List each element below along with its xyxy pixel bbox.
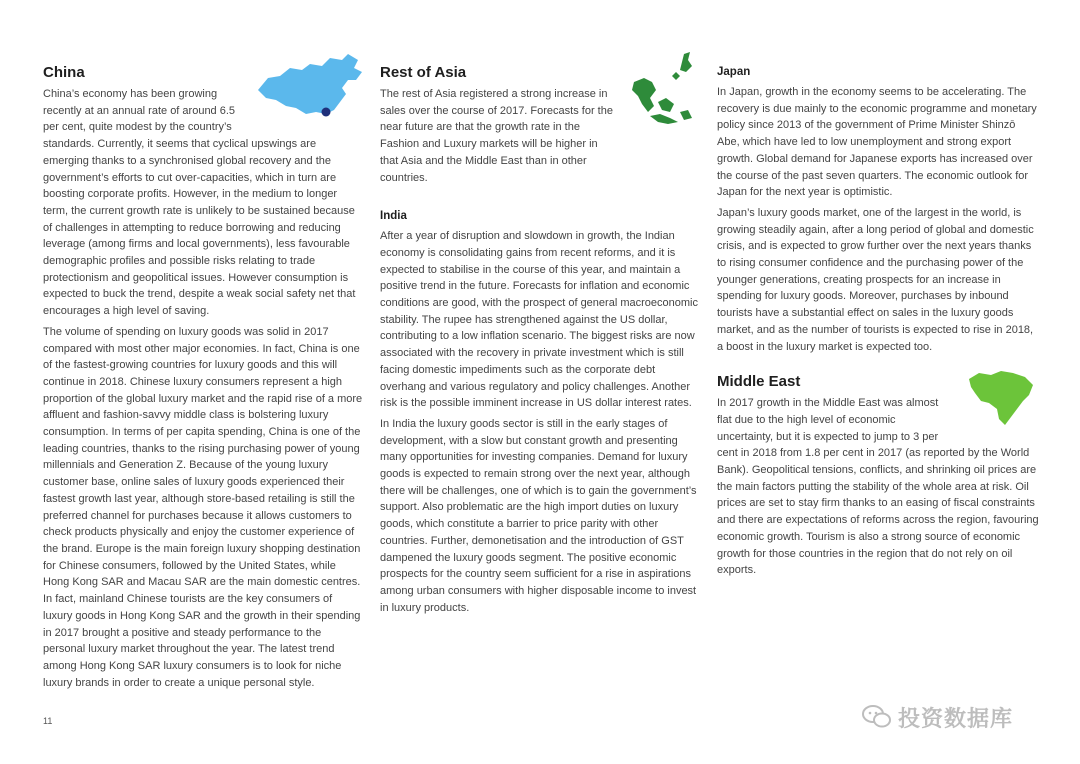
japan-paragraph-1: In Japan, growth in the economy seems to be accelerating. The recovery is due mainly to the economic programme and monetary policy since 2013 of the government of Prime Minister Shinzō Abe, which have led to low unemployment and strong export growth. Global demand for Japanese exports has increased over the course of the past seven quarters. The economic outlook for Japan for the next year is optimistic. (717, 86, 1037, 199)
india-title: India (380, 210, 407, 223)
china-map-icon (250, 54, 368, 122)
watermark-text: 投资数据库 (898, 706, 1014, 732)
page-number: 11 (43, 716, 53, 726)
india-paragraph-2: In India the luxury goods sector is still in the early stages of development, with a slow but constant growth and presenting many opportunities for investing companies. Demand for luxury goods is expected to remain strong over the next year, although there will be challenges, one of which is to gain the government’s support. Also problematic are the high import duties on luxury goods, which constitute a barrier to price parity with other countries. Further, demonetisation and the introduction of GST dampened the luxury goods segment. The positive economic prospects for the country seem sufficient for a rise in aspirations among urban consumers with higher disposable income to invest in luxury products. (380, 417, 697, 614)
middle-east-section (717, 373, 1039, 579)
china-paragraph-2: The volume of spending on luxury goods was solid in 2017 compared with most other major economies. In fact, China is one of the fastest-growing countries for luxury goods and this will continue in 2018. Chinese luxury consumers represent a high proportion of the global luxury market and the rapid rise of a more affluent and fashion-savvy middle class is bolstering luxury consumption. In terms of per capita spending, China is one of the leading countries, thanks to the rising purchasing power of young millennials and Generation Z. Because of the young luxury customer base, online sales of luxury goods experienced their fastest growth last year, although store-based retailing is still the preferred channel for purchases because it allows customers to check products physically and enjoy the customer experience of the brand. Europe is the main foreign luxury shopping destination for Chinese consumers, followed by the United States, while Hong Kong SAR and Macau SAR are the main domestic centres. In fact, mainland Chinese tourists are the key consumers of luxury goods in Hong Kong SAR and the growth in their spending in 2017 brought a positive and steady performance to the personal luxury market throughout the year. The latest trend among Hong Kong SAR luxury consumers is to look for niche luxury brands in order to create a unique personal style. (43, 325, 363, 689)
rest-of-asia-section (380, 64, 698, 620)
middle-east-map-icon (967, 369, 1035, 427)
japan-paragraph-2: Japan’s luxury goods market, one of the largest in the world, is growing steadily again, after a long period of global and domestic crisis, and is expected to grow further over the next years thanks to rising consumer confidence and the purchasing power of the younger generations, creating prospects for an increase in spending for luxury goods. Moreover, purchases by inbound tourists have a substantial effect on sales in the luxury goods market, and as the number of tourists is expected to rise in 2018, a boost in the luxury market is expected too. (717, 206, 1034, 353)
china-paragraph-1: standards. Currently, it seems that cyclical upswings are emerging thanks to a synchronised global recovery and the government’s efforts to cut over-capacities, which in turn are boosting corporate profits. However, in the medium to longer term, the current growth rate is unlikely to be sustained because of challenges in attempting to reduce borrowing and reducing leverage (among firms and local governments), less favourable demographic profiles and possible risks relating to trade protectionism and geopolitical issues. However consumption is expected to buck the trend, despite a weak social safety net that encourages a high level of saving. (43, 138, 356, 318)
middle-east-paragraph: cent in 2018 from 1.8 per cent in 2017 (as reported by the World Bank). Geopolitical tensions, conflicts, and shrinking oil prices are the main factors putting the stability of the whole area at risk. Oil prices are set to stay firm thanks to an easing of fiscal constraints and there are expectations of reforms across the region, favouring economic growth. Tourism is also a strong source of economic growth for those countries in the region that do not rely on oil exports. (717, 447, 1039, 577)
rest-of-asia-title: Rest of Asia (380, 64, 467, 81)
asia-map-icon (630, 52, 704, 128)
wechat-icon (862, 704, 892, 730)
middle-east-paragraph-lead: In 2017 growth in the Middle East was almost flat due to the high level of economic uncertainty, but it is expected to jump to 3 per (717, 397, 939, 443)
watermark (862, 700, 1052, 734)
china-paragraph-lead: China’s economy has been growing recently at an annual rate of around 6.5 per cent, quite modest by the country’s (43, 88, 236, 134)
india-paragraph-1: After a year of disruption and slowdown in growth, the Indian economy is consolidating gains from recent reforms, and it is expected to stabilise in the course of this year, and maintain a positive trend in the future. Forecasts for inflation and economic conditions are good, with the prospect of general macroeconomic stability. The rupee has strengthened against the US dollar, contributing to a low inflation scenario. The biggest risks are now associated with the recovery in private investment which is still facing domestic impediments such as the corporate debt overhang and various regulatory and policy challenges. Another risk is the possible imminent increase in US dollar interest rates. (380, 230, 698, 410)
middle-east-title: Middle East (717, 373, 801, 391)
china-title: China (43, 64, 85, 81)
india-section (380, 208, 698, 616)
rest-of-asia-paragraph: The rest of Asia registered a strong increase in sales over the course of 2017. Forecasts for the near future are that the growth rate in the Fashion and Luxury markets will be higher in that Asia and the Middle East than in other countries. (380, 88, 613, 184)
japan-section (717, 64, 1039, 583)
japan-title: Japan (717, 66, 751, 78)
china-section (43, 64, 363, 695)
hong-kong-marker (322, 108, 331, 117)
